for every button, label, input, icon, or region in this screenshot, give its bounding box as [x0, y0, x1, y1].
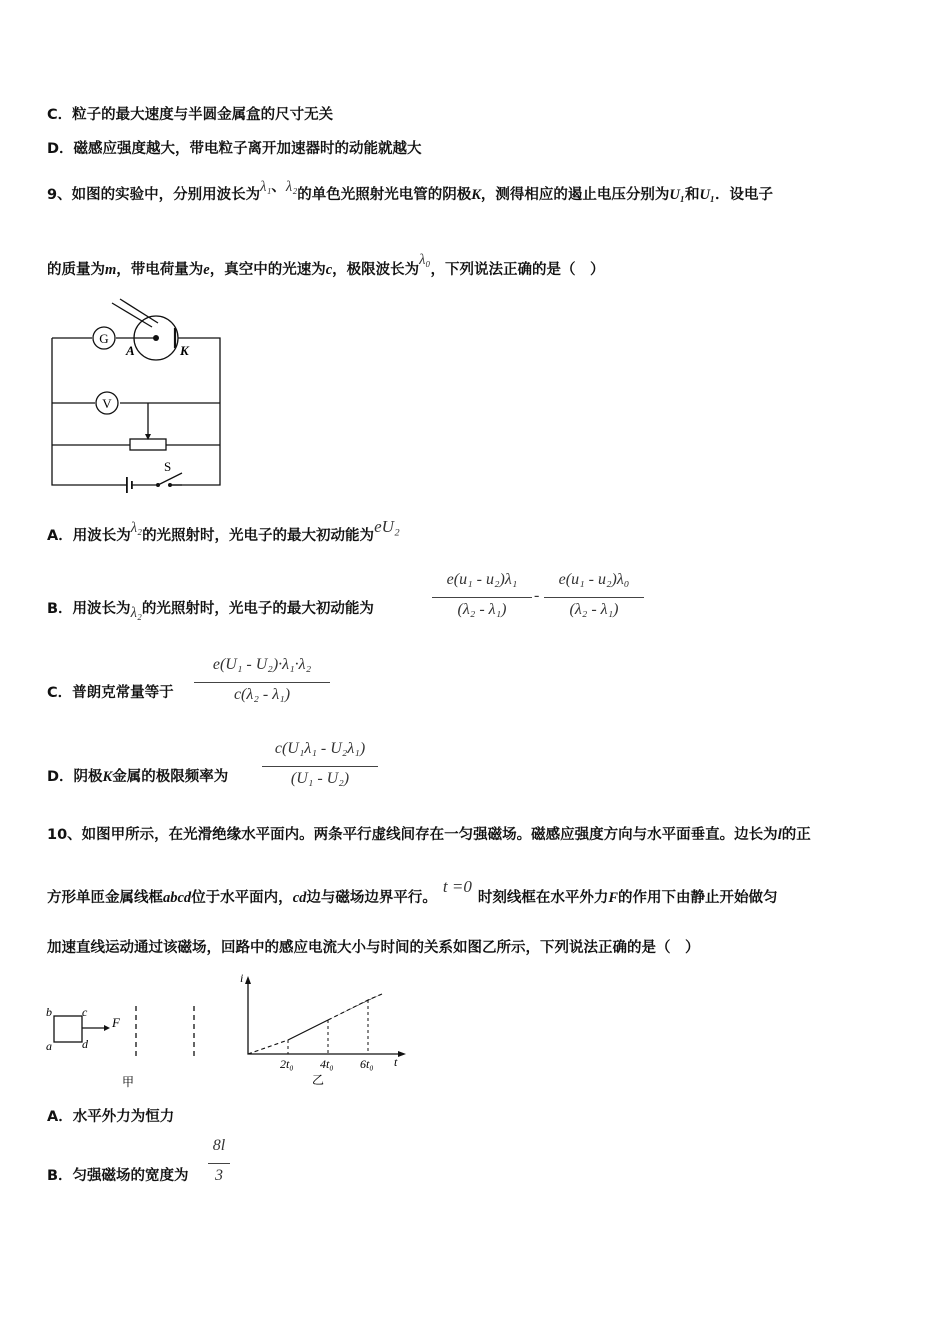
tick-2t0: 2t₀: [280, 1057, 294, 1071]
q10-stem-line3: 加速直线运动通过该磁场，回路中的感应电流大小与时间的关系如图乙所示，下列说法正确的是（ ）: [47, 940, 700, 956]
axis-i-label: i: [240, 971, 244, 985]
q10-option-b: [47, 1164, 189, 1185]
q10-t0: t =0: [442, 877, 472, 896]
q9-line2-text4: ，极限波长为: [332, 262, 420, 278]
q10-option-b-num: 8l: [212, 1137, 226, 1154]
q9-u1: U₁: [669, 187, 685, 203]
caption-yi: 乙: [312, 1073, 325, 1087]
galvanometer-label: G: [99, 331, 109, 346]
q10-cd: cd: [292, 890, 307, 906]
q9-option-b-minus: [534, 587, 544, 607]
q10-stem-line1: [47, 823, 811, 844]
q9-mass-symbol: m: [105, 262, 117, 278]
q9-option-c-num: e(U₁ - U₂)·λ₁·λ₂: [212, 656, 312, 673]
q10-option-b-fraction: [208, 1137, 230, 1189]
q9-option-b-fraction-1: [432, 571, 532, 623]
vertex-a: a: [46, 1039, 52, 1053]
q9-and: 和: [684, 187, 700, 203]
q9-option-c-fraction: [194, 656, 330, 708]
q10-line2-text3: 边与磁场边界平行。: [306, 890, 437, 906]
q9-lambda0: λ₀: [419, 252, 431, 268]
q10-stem-line2: [47, 877, 778, 907]
caption-jia: 甲: [122, 1075, 135, 1089]
switch-label: S: [164, 459, 172, 474]
q9-option-d-fraction: [262, 740, 378, 792]
q9-lambda1: λ₁: [260, 179, 272, 195]
q9-option-b: [47, 597, 374, 621]
q10-line1-text2: 的正: [781, 827, 811, 843]
q9-circuit-diagram: [40, 295, 240, 500]
vertex-c: c: [82, 1005, 88, 1019]
q10-side-length-symbol: l: [777, 827, 782, 843]
voltmeter-label: V: [102, 396, 112, 411]
q9-option-c: [47, 681, 174, 702]
q9-stem-line1: [47, 179, 773, 204]
q8-option-c: C．粒子的最大速度与半圆金属盒的尺寸无关: [47, 107, 334, 123]
q9-option-b-den2: (λ₂ - λ₁): [569, 601, 619, 618]
vertex-d: d: [82, 1037, 88, 1051]
q9-line2-text3: ，真空中的光速为: [209, 262, 326, 278]
q9-line2-text5: ，下列说法正确的是（ ）: [430, 262, 605, 278]
tick-6t0: 6t₀: [360, 1057, 374, 1071]
q9-stem-text2: 的单色光照射光电管的阴极: [297, 187, 472, 203]
q9-option-b-fraction-2: [544, 571, 644, 623]
q9-option-b-text2: 的光照射时，光电子的最大初动能为: [141, 601, 374, 617]
q9-option-b-num2: e(u₁ - u₂)λ₀: [558, 571, 630, 588]
anode-label: A: [126, 343, 135, 358]
q9-option-d-den: (U₁ - U₂): [290, 770, 350, 787]
fraction-bar: [432, 597, 532, 598]
q10-force-symbol: F: [608, 890, 618, 906]
q9-option-b-lambda: λ₂: [130, 605, 142, 621]
q9-option-d-text: D．阴极: [47, 769, 103, 785]
q9-option-c-den: c(λ₂ - λ₁): [233, 686, 291, 703]
q9-option-d-num: c(U₁λ₁ - U₂λ₁): [274, 740, 366, 757]
q9-option-b-text: B．用波长为: [47, 601, 131, 617]
q9-stem-text4: ．设电子: [714, 187, 773, 203]
q10-line2-text4: 时刻线框在水平外力: [477, 890, 609, 906]
q10-line1-text: 10、如图甲所示，在光滑绝缘水平面内。两条平行虚线间存在一匀强磁场。磁感应强度方向与水平面垂直。边长为: [47, 827, 778, 843]
cathode-label: K: [180, 343, 189, 358]
q10-line2-text1: 方形单匝金属线框: [47, 890, 163, 906]
q9-option-c-text: C．普朗克常量等于: [47, 685, 174, 701]
q10-figure-jia: [40, 998, 210, 1090]
axis-t-label: t: [394, 1055, 398, 1069]
q9-line2-text1: 的质量为: [47, 262, 105, 278]
fraction-bar: [544, 597, 644, 598]
q8-option-d: D．磁感应强度越大，带电粒子离开加速器时的动能就越大: [47, 141, 422, 157]
q10-option-b-text: B．匀强磁场的宽度为: [47, 1168, 189, 1184]
q9-option-a-text: A．用波长为: [47, 528, 131, 544]
tick-4t0: 4t₀: [320, 1057, 334, 1071]
q9-stem-text3: ，测得相应的遏止电压分别为: [480, 187, 670, 203]
q10-option-a: A．水平外力为恒力: [47, 1109, 175, 1125]
force-label: F: [112, 1015, 120, 1030]
q9-lambda2: λ₂: [285, 179, 298, 195]
fraction-bar: [262, 766, 378, 767]
q9-sep: 、: [271, 179, 286, 195]
q9-option-d-k: K: [102, 769, 113, 785]
q9-option-a: [47, 517, 400, 545]
q9-option-b-den1: (λ₂ - λ₁): [457, 601, 507, 618]
q9-charge-symbol: e: [203, 262, 210, 278]
vertex-b: b: [46, 1005, 52, 1019]
q9-option-a-value: eU₂: [374, 517, 400, 536]
q10-option-b-den: 3: [215, 1167, 223, 1184]
q9-option-d-text2: 金属的极限频率为: [112, 769, 229, 785]
q9-option-a-lambda: λ₂: [130, 520, 143, 536]
q10-figure-yi: [232, 970, 412, 1088]
q9-u1b: U₁: [699, 187, 715, 203]
q9-stem-text: 9、如图的实验中，分别用波长为: [47, 187, 261, 203]
q10-line2-text2: 位于水平面内，: [191, 890, 293, 906]
q9-line2-text2: ，带电荷量为: [116, 262, 204, 278]
minus-sign: -: [534, 587, 540, 604]
q9-cathode-symbol: K: [471, 187, 481, 203]
q9-lightspeed-symbol: c: [325, 262, 333, 278]
q9-option-d: [47, 765, 228, 786]
q9-option-b-num1: e(u₁ - u₂)λ₁: [446, 571, 518, 588]
fraction-bar: [194, 682, 330, 683]
fraction-bar: [208, 1163, 230, 1164]
q9-option-a-text2: 的光照射时，光电子的最大初动能为: [142, 528, 375, 544]
q10-abcd: abcd: [163, 890, 192, 906]
q9-stem-line2: [47, 252, 605, 279]
q10-line2-text5: 的作用下由静止开始做匀: [618, 890, 778, 906]
